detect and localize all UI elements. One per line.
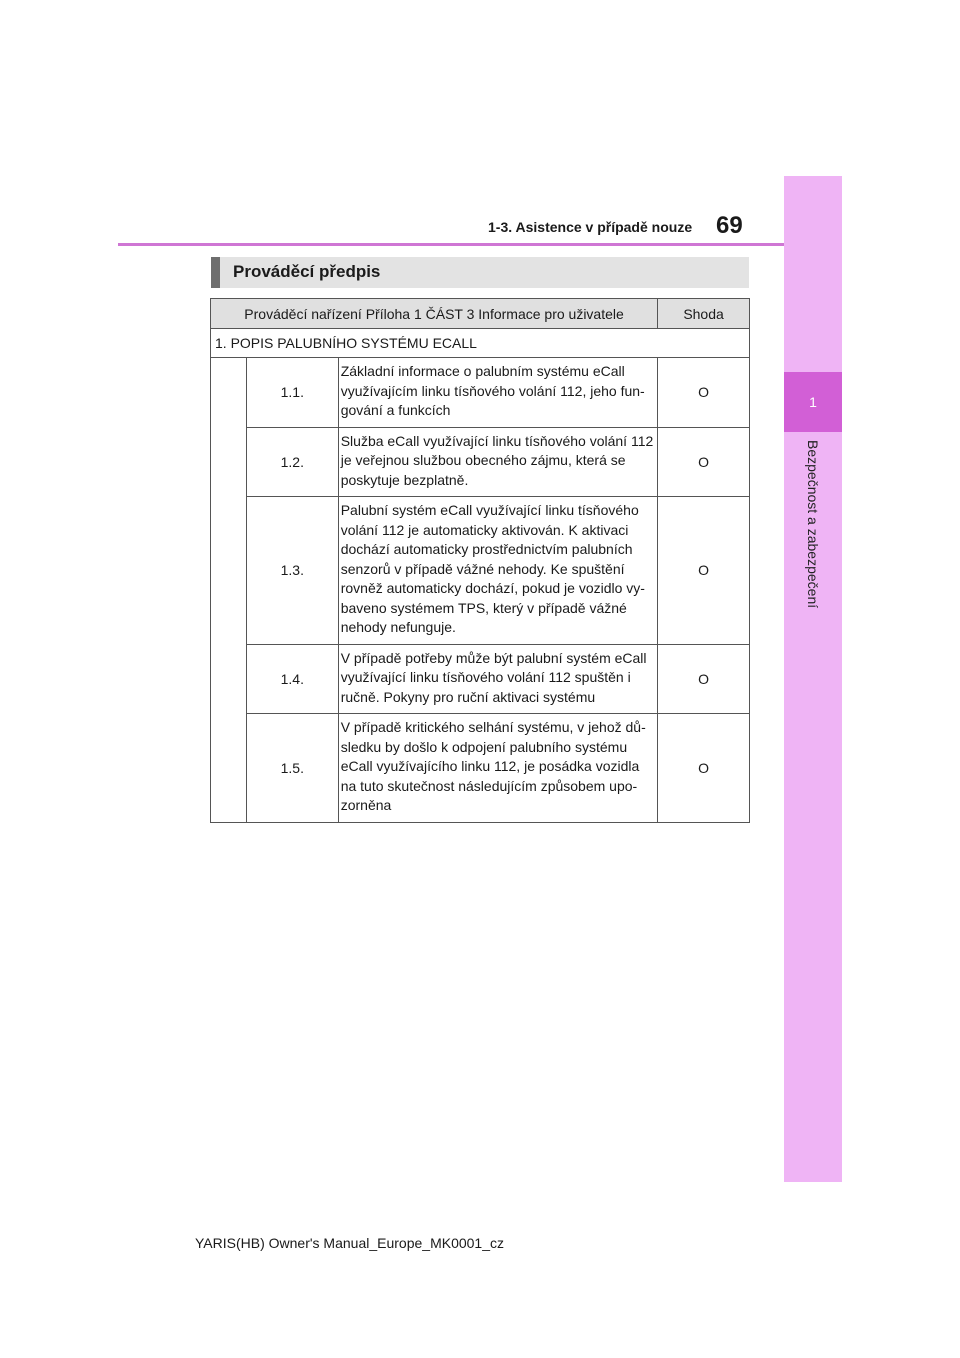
chapter-side-tab [784,176,842,1182]
row-description: V případě potřeby může být palubní systém eCall využívající linku tísňového volání 112 spuštěn i ručně. Pokyny pro ruční aktivaci systému [338,644,657,714]
header-rule [118,243,784,246]
section-row-label: 1. POPIS PALUBNÍHO SYSTÉMU ECALL [211,329,750,358]
indent-cell [211,358,247,823]
row-agreement: O [658,358,750,428]
heading-title: Prováděcí předpis [233,262,381,281]
row-number: 1.5. [246,714,338,823]
table-row [211,714,750,823]
footer-manual-id: YARIS(HB) Owner's Manual_Europe_MK0001_cz [195,1235,504,1251]
row-agreement: O [658,714,750,823]
row-description: Základní informace o palubním systému eCall využívajícím linku tísňového volání 112, jeho fun-gování a funkcích [338,358,657,428]
table-row [211,497,750,645]
header-info: Prováděcí nařízení Příloha 1 ČÁST 3 Informace pro uživatele [211,299,658,329]
row-number: 1.3. [246,497,338,645]
section-title: 1-3. Asistence v případě nouze [488,219,693,235]
row-agreement: O [658,497,750,645]
table-row [211,644,750,714]
chapter-label: Bezpečnost a zabezpečení [805,440,821,609]
row-description: Palubní systém eCall využívající linku tísňového volání 112 je automaticky aktivován. K aktivaci dochází automaticky prostřednictvím palubních senzorů v případě vážné nehody. Ke spuštění rovněž automaticky dochází, pokud je vozidlo vy-baveno systémem TPS, který v případě vážné nehody nefunguje. [338,497,657,645]
table-header-row [211,299,750,329]
chapter-number: 1 [784,372,842,432]
page-number: 69 [716,212,743,239]
row-description: Služba eCall využívající linku tísňového volání 112 je veřejnou službou obecného zájmu, která se poskytuje bezplatně. [338,427,657,497]
compliance-table [210,298,750,823]
table-section-row [211,329,750,358]
header-agreement: Shoda [658,299,750,329]
heading-accent [211,257,220,288]
row-agreement: O [658,644,750,714]
table-row [211,427,750,497]
row-agreement: O [658,427,750,497]
row-description: V případě kritického selhání systému, v jehož dů-sledku by došlo k odpojení palubního systému eCall využívajícího linku 112, je posádka vozidla na tuto skutečnost následujícím způsobem upo-zorněna [338,714,657,823]
heading-bar [211,257,749,288]
row-number: 1.1. [246,358,338,428]
row-number: 1.4. [246,644,338,714]
row-number: 1.2. [246,427,338,497]
table-row [211,358,750,428]
